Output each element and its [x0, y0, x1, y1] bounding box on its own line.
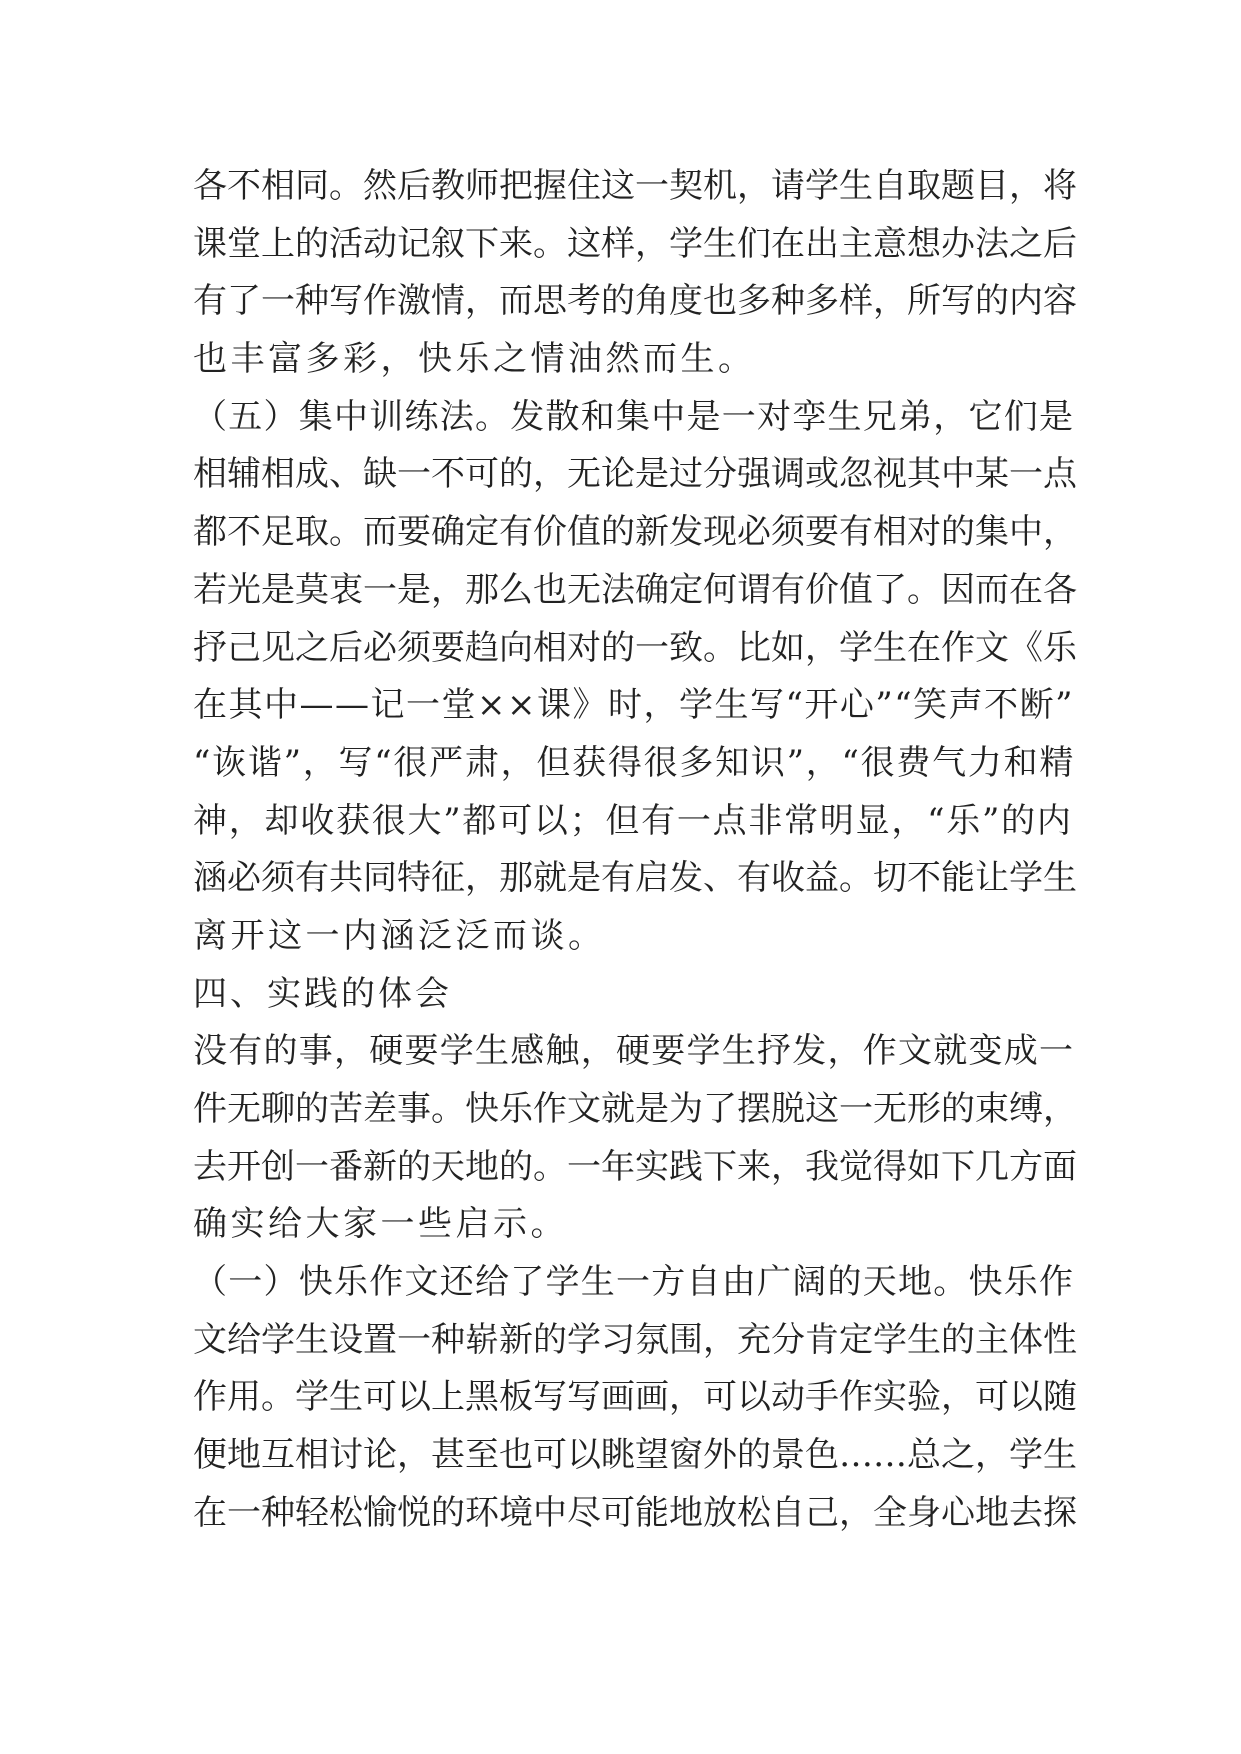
text-line-3: 有了一种写作激情，而思考的角度也多种多样，所写的内容 — [193, 281, 1077, 322]
text-line-8: 若光是莫衷一是，那么也无法确定何谓有价值了。因而在各 — [193, 569, 1077, 610]
text-line-1: 各不相同。然后教师把握住这一契机，请学生自取题目，将 — [193, 166, 1077, 206]
text-line-22: 作用。学生可以上黑板写写画画，可以动手作实验，可以随 — [193, 1377, 1077, 1418]
text-line-18: 去开创一番新的天地的。一年实践下来，我觉得如下几方面 — [193, 1146, 1077, 1187]
text-line-5: （五）集中训练法。发散和集中是一对孪生兄弟，它们是 — [193, 396, 1075, 437]
text-line-10: 在其中——记一堂××课》时，学生写“开心”“笑声不断” — [193, 685, 1075, 726]
text-line-24: 在一种轻松愉悦的环境中尽可能地放松自己，全身心地去探 — [193, 1492, 1077, 1533]
text-line-2: 课堂上的活动记叙下来。这样，学生们在出主意想办法之后 — [193, 223, 1077, 264]
text-line-16: 没有的事，硬要学生感触，硬要学生抒发，作文就变成一 — [193, 1031, 1075, 1072]
text-line-4: 也丰富多彩，快乐之情油然而生。 — [193, 339, 756, 380]
text-line-12: 神，却收获很大”都可以；但有一点非常明显，“乐”的内 — [193, 800, 1073, 841]
text-line-9: 抒己见之后必须要趋向相对的一致。比如，学生在作文《乐 — [193, 627, 1077, 668]
text-line-11: “诙谐”，写“很严肃，但获得很多知识”，“很费气力和精 — [193, 742, 1076, 783]
text-line-17: 件无聊的苦差事。快乐作文就是为了摆脱这一无形的束缚， — [193, 1089, 1077, 1129]
text-line-19: 确实给大家一些启示。 — [193, 1204, 568, 1245]
text-line-14: 离开这一内涵泛泛而谈。 — [193, 915, 606, 956]
text-line-23: 便地互相讨论，甚至也可以眺望窗外的景色……总之，学生 — [193, 1435, 1077, 1476]
text-line-13: 涵必须有共同特征，那就是有启发、有收益。切不能让学生 — [193, 858, 1077, 899]
section-heading: 四、实践的体会 — [193, 973, 452, 1014]
text-line-21: 文给学生设置一种崭新的学习氛围，充分肯定学生的主体性 — [193, 1319, 1077, 1360]
body-text — [193, 158, 1077, 1543]
text-line-20: （一）快乐作文还给了学生一方自由广阔的天地。快乐作 — [193, 1262, 1075, 1303]
text-line-7: 都不足取。而要确定有价值的新发现必须要有相对的集中， — [193, 512, 1077, 553]
text-line-6: 相辅相成、缺一不可的，无论是过分强调或忽视其中某一点 — [193, 454, 1077, 495]
